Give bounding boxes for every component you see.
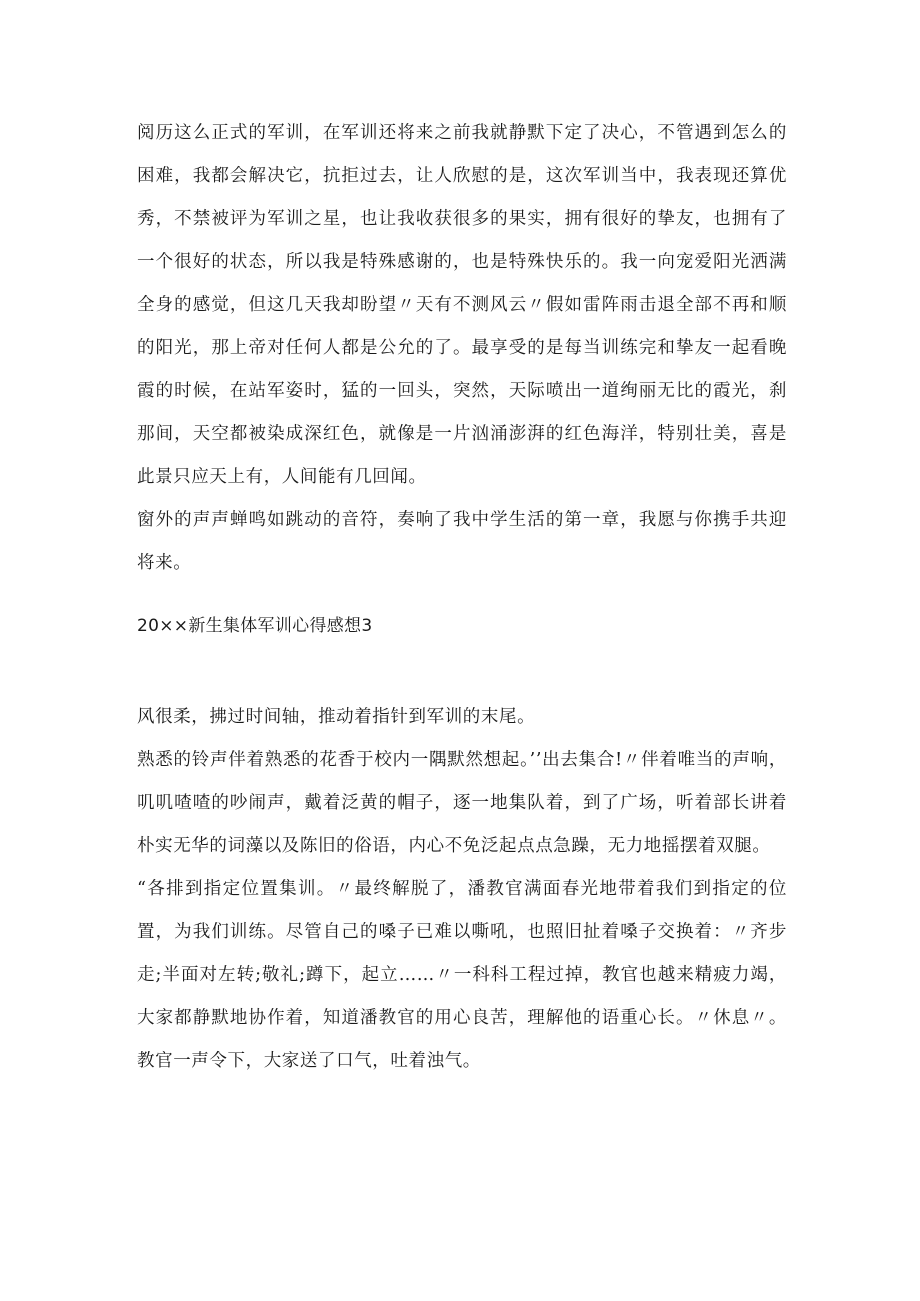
section-heading: 20××新生集体军训心得感想3 <box>137 616 373 636</box>
paragraph-assembly-bell: 熟悉的铃声伴着熟悉的花香于校内一隅默然想起。’’出去集合!〃伴着唯当的声响，叽叽喳喳的吵闹声，戴着泛黄的帽子，逐一地集队着，到了广场，听着部长讲着朴实无华的词藻以及陈旧的俗语，内心不免泛起点点急躁，无力地摇摆着双腿。 <box>137 750 787 856</box>
paragraph-gentle-wind: 风很柔，拂过时间轴，推动着指针到军训的末尾。 <box>137 707 536 727</box>
paragraph-drill-training: “各排到指定位置集训。〃最终解脱了，潘教官满面春光地带着我们到指定的位置，为我们训练。尽管自己的嗓子已难以嘶吼，也照旧扯着嗓子交换着：〃齐步走;半面对左转;敬礼;蹲下，起立……〃一科科工程过掉，教官也越来精疲力竭，大家都静默地协作着，知道潘教官的用心良苦，理解他的语重心长。〃休息〃。教官一声令下，大家送了口气，吐着浊气。 <box>137 879 787 1071</box>
document-body <box>137 112 787 1083</box>
paragraph-cicada-song: 窗外的声声蝉鸣如跳动的音符，奏响了我中学生活的第一章，我愿与你携手共迎将来。 <box>137 510 787 573</box>
paragraph-military-training-reflection: 阅历这么正式的军训，在军训还将来之前我就静默下定了决心，不管遇到怎么的困难，我都会解决它，抗拒过去，让人欣慰的是，这次军训当中，我表现还算优秀，不禁被评为军训之星，也让我收获很多的果实，拥有很好的挚友，也拥有了一个很好的状态，所以我是特殊感谢的，也是特殊快乐的。我一向宠爱阳光洒满全身的感觉，但这几天我却盼望〃天有不测风云〃假如雷阵雨击退全部不再和顺的阳光，那上帝对任何人都是公允的了。最享受的是每当训练完和挚友一起看晚霞的时候，在站军姿时，猛的一回头，突然，天际喷出一道绚丽无比的霞光，刹那间，天空都被染成深红色，就像是一片汹涌澎湃的红色海洋，特别壮美，喜是此景只应天上有，人间能有几回闻。 <box>137 123 787 487</box>
